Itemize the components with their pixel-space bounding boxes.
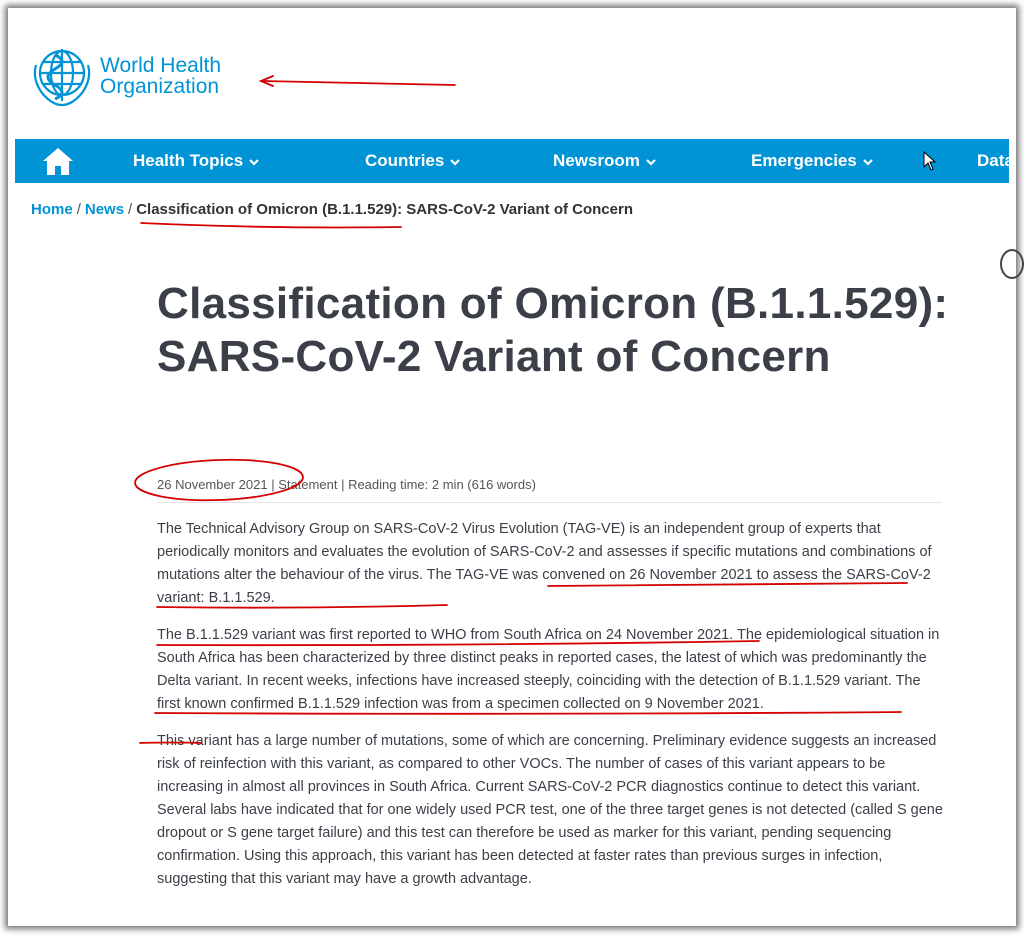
chevron-down-icon xyxy=(248,157,260,167)
breadcrumb-news[interactable]: News xyxy=(84,201,125,218)
meta-separator: | xyxy=(337,477,349,492)
paragraph-2-highlight: The B.1.1.529 variant was first reported to WHO from South Africa on 24 November 2021. xyxy=(157,627,734,643)
meta-divider xyxy=(157,502,942,503)
article-body xyxy=(157,518,947,905)
who-emblem-icon xyxy=(30,45,94,107)
breadcrumb-separator: / xyxy=(128,201,133,218)
article-paragraph-1 xyxy=(157,518,947,610)
nav-countries[interactable] xyxy=(365,139,461,183)
breadcrumb xyxy=(31,201,633,218)
nav-emergencies-label: Emergencies xyxy=(751,151,857,170)
annotation-arrow-head xyxy=(261,76,273,86)
article-paragraph-3: This variant has a large number of mutations, some of which are concerning. Preliminary evidence suggests an increased risk of reinfection with this variant, as compared to other VOCs. The number of cases of this variant appears to be increasing in almost all provinces in South Africa. Current SARS-CoV-2 PCR diagnostics continue to detect this variant. Several labs have indicated that for one widely used PCR test, one of the three target genes is not detected (called S gene dropout or S gene target failure) and this test can therefore be used as marker for this variant, pending sequencing confirmation. Using this approach, this variant has been detected at faster rates than previous surges in infection, suggesting that this variant may have a growth advantage. xyxy=(157,733,943,887)
nav-data[interactable] xyxy=(977,139,1014,183)
nav-countries-label: Countries xyxy=(365,151,445,170)
chevron-down-icon xyxy=(862,157,874,167)
paragraph-1-highlight: The TAG-VE was convened on 26 November 2021 to assess the SARS-CoV-2 variant: B.1.1.529. xyxy=(157,567,931,606)
logo-line-1: World Health xyxy=(100,54,221,77)
page-scroll-indicator[interactable] xyxy=(1000,249,1024,279)
nav-newsroom[interactable] xyxy=(553,139,657,183)
chevron-down-icon xyxy=(645,157,657,167)
article-title: Classification of Omicron (B.1.1.529): SARS-CoV-2 Variant of Concern xyxy=(157,279,949,381)
nav-data-label: Data xyxy=(977,151,1014,170)
nav-newsroom-label: Newsroom xyxy=(553,151,640,170)
who-wordmark xyxy=(100,55,221,97)
article-reading-time: Reading time: 2 min (616 words) xyxy=(348,477,536,492)
mouse-cursor-icon xyxy=(923,151,937,171)
chevron-down-icon xyxy=(449,157,461,167)
browser-page xyxy=(15,15,1014,920)
annotation-arrow-line xyxy=(262,81,455,85)
nav-emergencies[interactable] xyxy=(751,139,874,183)
breadcrumb-current: Classification of Omicron (B.1.1.529): SARS-CoV-2 Variant of Concern xyxy=(136,201,633,218)
paragraph-1-text: The Technical Advisory Group on SARS-CoV-2 Virus Evolution (TAG-VE) is an independent group of experts that periodically monitors and evaluates the evolution of SARS-CoV-2 and assesses if specific mutations and combinations of mutations alter the behaviour of the virus. xyxy=(157,521,932,583)
home-icon[interactable] xyxy=(41,145,75,177)
nav-health-topics-label: Health Topics xyxy=(133,151,244,170)
logo-line-2: Organization xyxy=(100,75,220,98)
meta-separator: | xyxy=(267,477,279,492)
paragraph-2-text: The epidemiological situation in South Africa has been characterized by three distinct peaks in reported cases, the latest of which was predominantly the Delta variant. In recent weeks, infections have increased steeply, coinciding with the detection of B.1.1.529 variant. The first known confirmed B.1.1.529 infection was from a specimen collected on 9 November 2021. xyxy=(157,627,940,712)
breadcrumb-home[interactable]: Home xyxy=(31,201,73,218)
nav-health-topics[interactable] xyxy=(133,139,260,183)
article-meta xyxy=(157,477,536,492)
main-nav xyxy=(15,139,1014,183)
who-logo[interactable] xyxy=(30,43,230,108)
article-date: 26 November 2021 xyxy=(157,477,268,492)
article-type: Statement xyxy=(278,477,338,492)
breadcrumb-separator: / xyxy=(76,201,81,218)
annotation-underline-breadcrumb xyxy=(141,223,401,228)
article-paragraph-2 xyxy=(157,624,947,716)
